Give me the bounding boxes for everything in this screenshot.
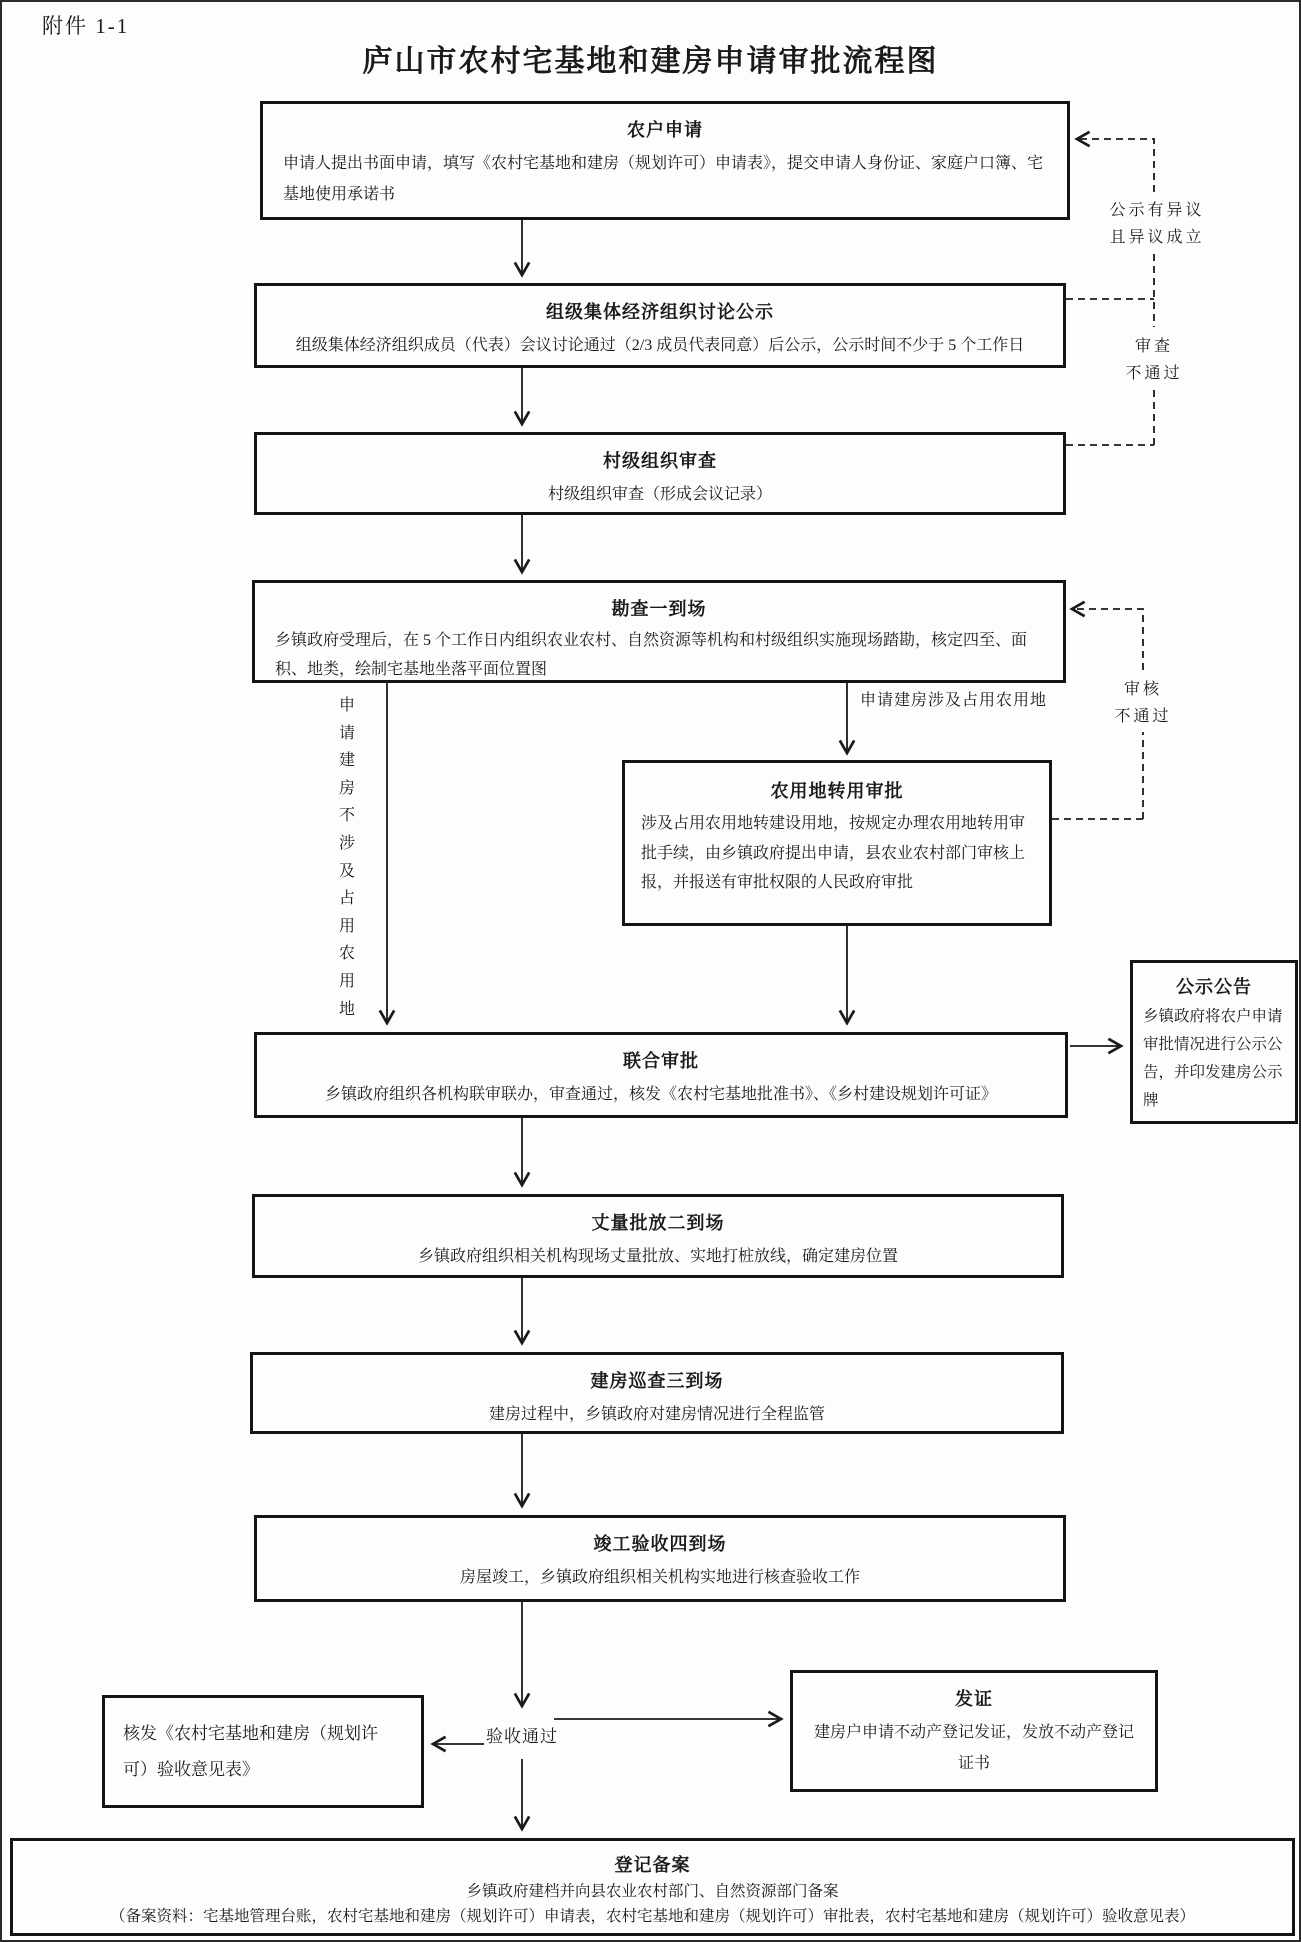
box-public-notice — [1130, 960, 1298, 1124]
box-patrol — [250, 1352, 1064, 1434]
box-apply-title: 农户申请 — [627, 120, 703, 140]
box-joint-approval-title: 联合审批 — [623, 1051, 699, 1071]
box-patrol-title: 建房巡查三到场 — [590, 1371, 724, 1391]
box-village-review-body: 村级组织审查（形成会议记录） — [547, 486, 772, 503]
label-objection-line2: 且异议成立 — [1109, 229, 1205, 246]
box-completion — [254, 1515, 1066, 1602]
label-review-fail-line2: 不通过 — [1125, 365, 1183, 382]
box-registration-title: 登记备案 — [614, 1855, 691, 1875]
box-apply — [260, 101, 1070, 220]
box-registration-body: 乡镇政府建档并向县农业农村部门、自然资源部门备案 — [466, 1883, 839, 1900]
box-survey — [252, 580, 1066, 683]
label-no-farmland-vertical: 申请建房不涉及占用农用地 — [338, 697, 355, 1018]
box-certificate-body: 建房户申请不动产登记发证，发放不动产登记证书 — [813, 1724, 1134, 1773]
box-measure — [252, 1194, 1064, 1278]
box-joint-approval-body: 乡镇政府组织各机构联审联办，审查通过，核发《农村宅基地批准书》、《乡村建设规划许可证》 — [324, 1086, 997, 1103]
box-acceptance-form — [102, 1695, 424, 1808]
page-title: 庐山市农村宅基地和建房申请审批流程图 — [362, 45, 939, 78]
box-certificate — [790, 1670, 1158, 1792]
box-registration — [10, 1838, 1295, 1936]
box-completion-title: 竣工验收四到场 — [593, 1534, 727, 1554]
box-farmland-approval-body: 涉及占用农用地转建设用地，按规定办理农用地转用审批手续，由乡镇政府提出申请，县农业农村部门审核上报，并报送有审批权限的人民政府审批 — [641, 815, 1026, 892]
box-certificate-title: 发证 — [955, 1689, 993, 1709]
label-check-fail-line1: 审核 — [1123, 681, 1162, 698]
box-farmland-approval-title: 农用地转用审批 — [770, 781, 904, 801]
box-measure-body: 乡镇政府组织相关机构现场丈量批放、实地打桩放线，确定建房位置 — [417, 1248, 898, 1265]
box-village-review — [254, 432, 1066, 515]
attachment-label: 附件 1-1 — [42, 14, 130, 38]
label-objection-line1: 公示有异议 — [1109, 202, 1205, 219]
box-farmland-approval — [622, 760, 1052, 926]
label-review-fail-line1: 审查 — [1134, 338, 1173, 355]
box-group-discuss-body: 组级集体经济组织成员（代表）会议讨论通过（2/3 成员代表同意）后公示，公示时间不少于 5 个工作日 — [295, 337, 1025, 354]
dashed-arrow-back-to-survey — [1072, 609, 1143, 670]
label-with-farmland: 申请建房涉及占用农用地 — [860, 692, 1048, 709]
box-group-discuss — [254, 283, 1066, 368]
box-apply-body: 申请人提出书面申请，填写《农村宅基地和建房（规划许可）申请表》，提交申请人身份证、家庭户口簿、宅基地使用承诺书 — [283, 155, 1044, 204]
box-patrol-body: 建房过程中，乡镇政府对建房情况进行全程监管 — [488, 1406, 825, 1423]
label-check-fail-line2: 不通过 — [1114, 708, 1172, 725]
box-village-review-title: 村级组织审查 — [603, 451, 717, 471]
dashed-arrow-back-to-apply — [1077, 139, 1154, 192]
box-survey-body: 乡镇政府受理后，在 5 个工作日内组织农业农村、自然资源等机构和村级组织实施现场踏勘，核定四至、面积、地类，绘制宅基地坐落平面位置图 — [275, 632, 1028, 678]
box-completion-body: 房屋竣工，乡镇政府组织相关机构实地进行核查验收工作 — [459, 1569, 860, 1586]
box-public-notice-body: 乡镇政府将农户申请审批情况进行公示公告，并印发建房公示牌 — [1143, 1008, 1283, 1109]
box-measure-title: 丈量批放二到场 — [591, 1213, 725, 1233]
box-joint-approval — [254, 1032, 1068, 1118]
label-acceptance-pass: 验收通过 — [486, 1727, 558, 1746]
box-survey-title: 勘查一到场 — [611, 599, 707, 619]
box-registration-note: （备案资料：宅基地管理台账，农村宅基地和建房（规划许可）申请表，农村宅基地和建房（规划许可）审批表，农村宅基地和建房（规划许可）验收意见表） — [109, 1908, 1195, 1926]
box-public-notice-title: 公示公告 — [1176, 977, 1252, 997]
box-acceptance-form-body: 核发《农村宅基地和建房（规划许可）验收意见表》 — [123, 1723, 378, 1779]
box-group-discuss-title: 组级集体经济组织讨论公示 — [546, 302, 774, 322]
